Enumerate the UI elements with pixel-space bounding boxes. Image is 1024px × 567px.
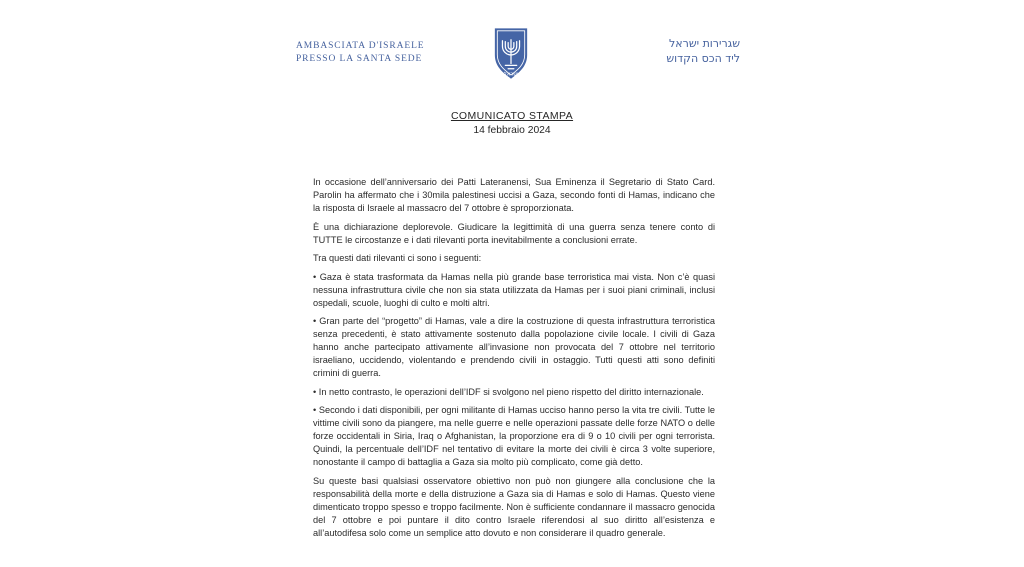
paragraph: Tra questi dati rilevanti ci sono i seguenti: — [313, 253, 482, 263]
embassy-hebrew-line2: ליד הכס הקדוש — [666, 52, 740, 65]
paragraph: In occasione dell’anniversario dei Patti Lateranensi, Sua Eminenza il Segretario di Stato Card. Parolin ha affermato che i 30mila palestinesi uccisi a Gaza, secondo fonti di Hamas, indicano che la risposta di Israele al massacro del 7 ottobre è sproporzionata. — [313, 177, 715, 213]
title-block — [0, 110, 1024, 136]
document-body — [313, 176, 715, 545]
paragraph: È una dichiarazione deplorevole. Giudicare la legittimità di una guerra senza tenere conto di TUTTE le circostanze e i dati rilevanti porta inevitabilmente a conclusioni errate. — [313, 221, 715, 245]
embassy-name-line1: AMBASCIATA D'ISRAELE — [296, 41, 425, 51]
document-title: COMUNICATO STAMPA — [450, 110, 574, 122]
israel-state-emblem-icon — [492, 27, 530, 81]
bullet-paragraph: • In netto contrasto, le operazioni dell’IDF si svolgono nel pieno rispetto del diritto internazionale. — [313, 386, 704, 397]
embassy-name-hebrew — [640, 36, 740, 66]
emblem-hebrew-word: ישראל — [503, 71, 519, 78]
bullet-paragraph: • Gran parte del “progetto” di Hamas, vale a dire la costruzione di questa infrastruttura terroristica senza precedenti, è stato attivamente sostenuto dalla popolazione civile locale. I civili di Gaza hanno anche partecipato attivamente all’invasione non provocata del 7 ottobre nel territorio israeliano, uccidendo, violentando e prendendo civili in ostaggio. Tutti questi atti sono definiti crimini di guerra. — [313, 316, 715, 378]
paragraph: Su queste basi qualsiasi osservatore obiettivo non può non giungere alla conclusione che la responsabilità della morte e della distruzione a Gaza sia di Hamas e solo di Hamas. Questo viene dimenticato troppo spesso e troppo facilmente. Non è sufficiente condannare il massacro genocida del 7 ottobre e poi puntare il dito contro Israele riferendosi al suo diritto all’esistenza e all’autodifesa solo come un semplice atto dovuto e non considerare il quadro generale. — [313, 475, 715, 538]
document-date: 14 febbraio 2024 — [473, 125, 551, 136]
embassy-name-line2: PRESSO LA SANTA SEDE — [296, 54, 423, 64]
bullet-paragraph: • Gaza è stata trasformata da Hamas nella più grande base terroristica mai vista. Non c’è quasi nessuna infrastruttura civile che non sia stata utilizzata da Hamas per i suoi piani criminali, inclusi ospedali, scuole, luoghi di culto e molti altri. — [313, 271, 715, 308]
bullet-paragraph: • Secondo i dati disponibili, per ogni militante di Hamas ucciso hanno perso la vita tre civili. Tutte le vittime civili sono da piangere, ma nelle guerre e nelle operazioni passate delle forze NATO o delle forze occidentali in Siria, Iraq o Afghanistan, la proporzione era di 9 o 10 civili per ogni terrorista. Quindi, la percentuale dell’IDF nel tentativo di evitare la morte dei civili è circa 3 volte superiore, nonostante il campo di battaglia a Gaza sia molto più complicato, come già detto. — [313, 405, 715, 467]
embassy-hebrew-line1: שגרירות ישראל — [669, 37, 740, 50]
embassy-name-italian — [296, 40, 424, 66]
